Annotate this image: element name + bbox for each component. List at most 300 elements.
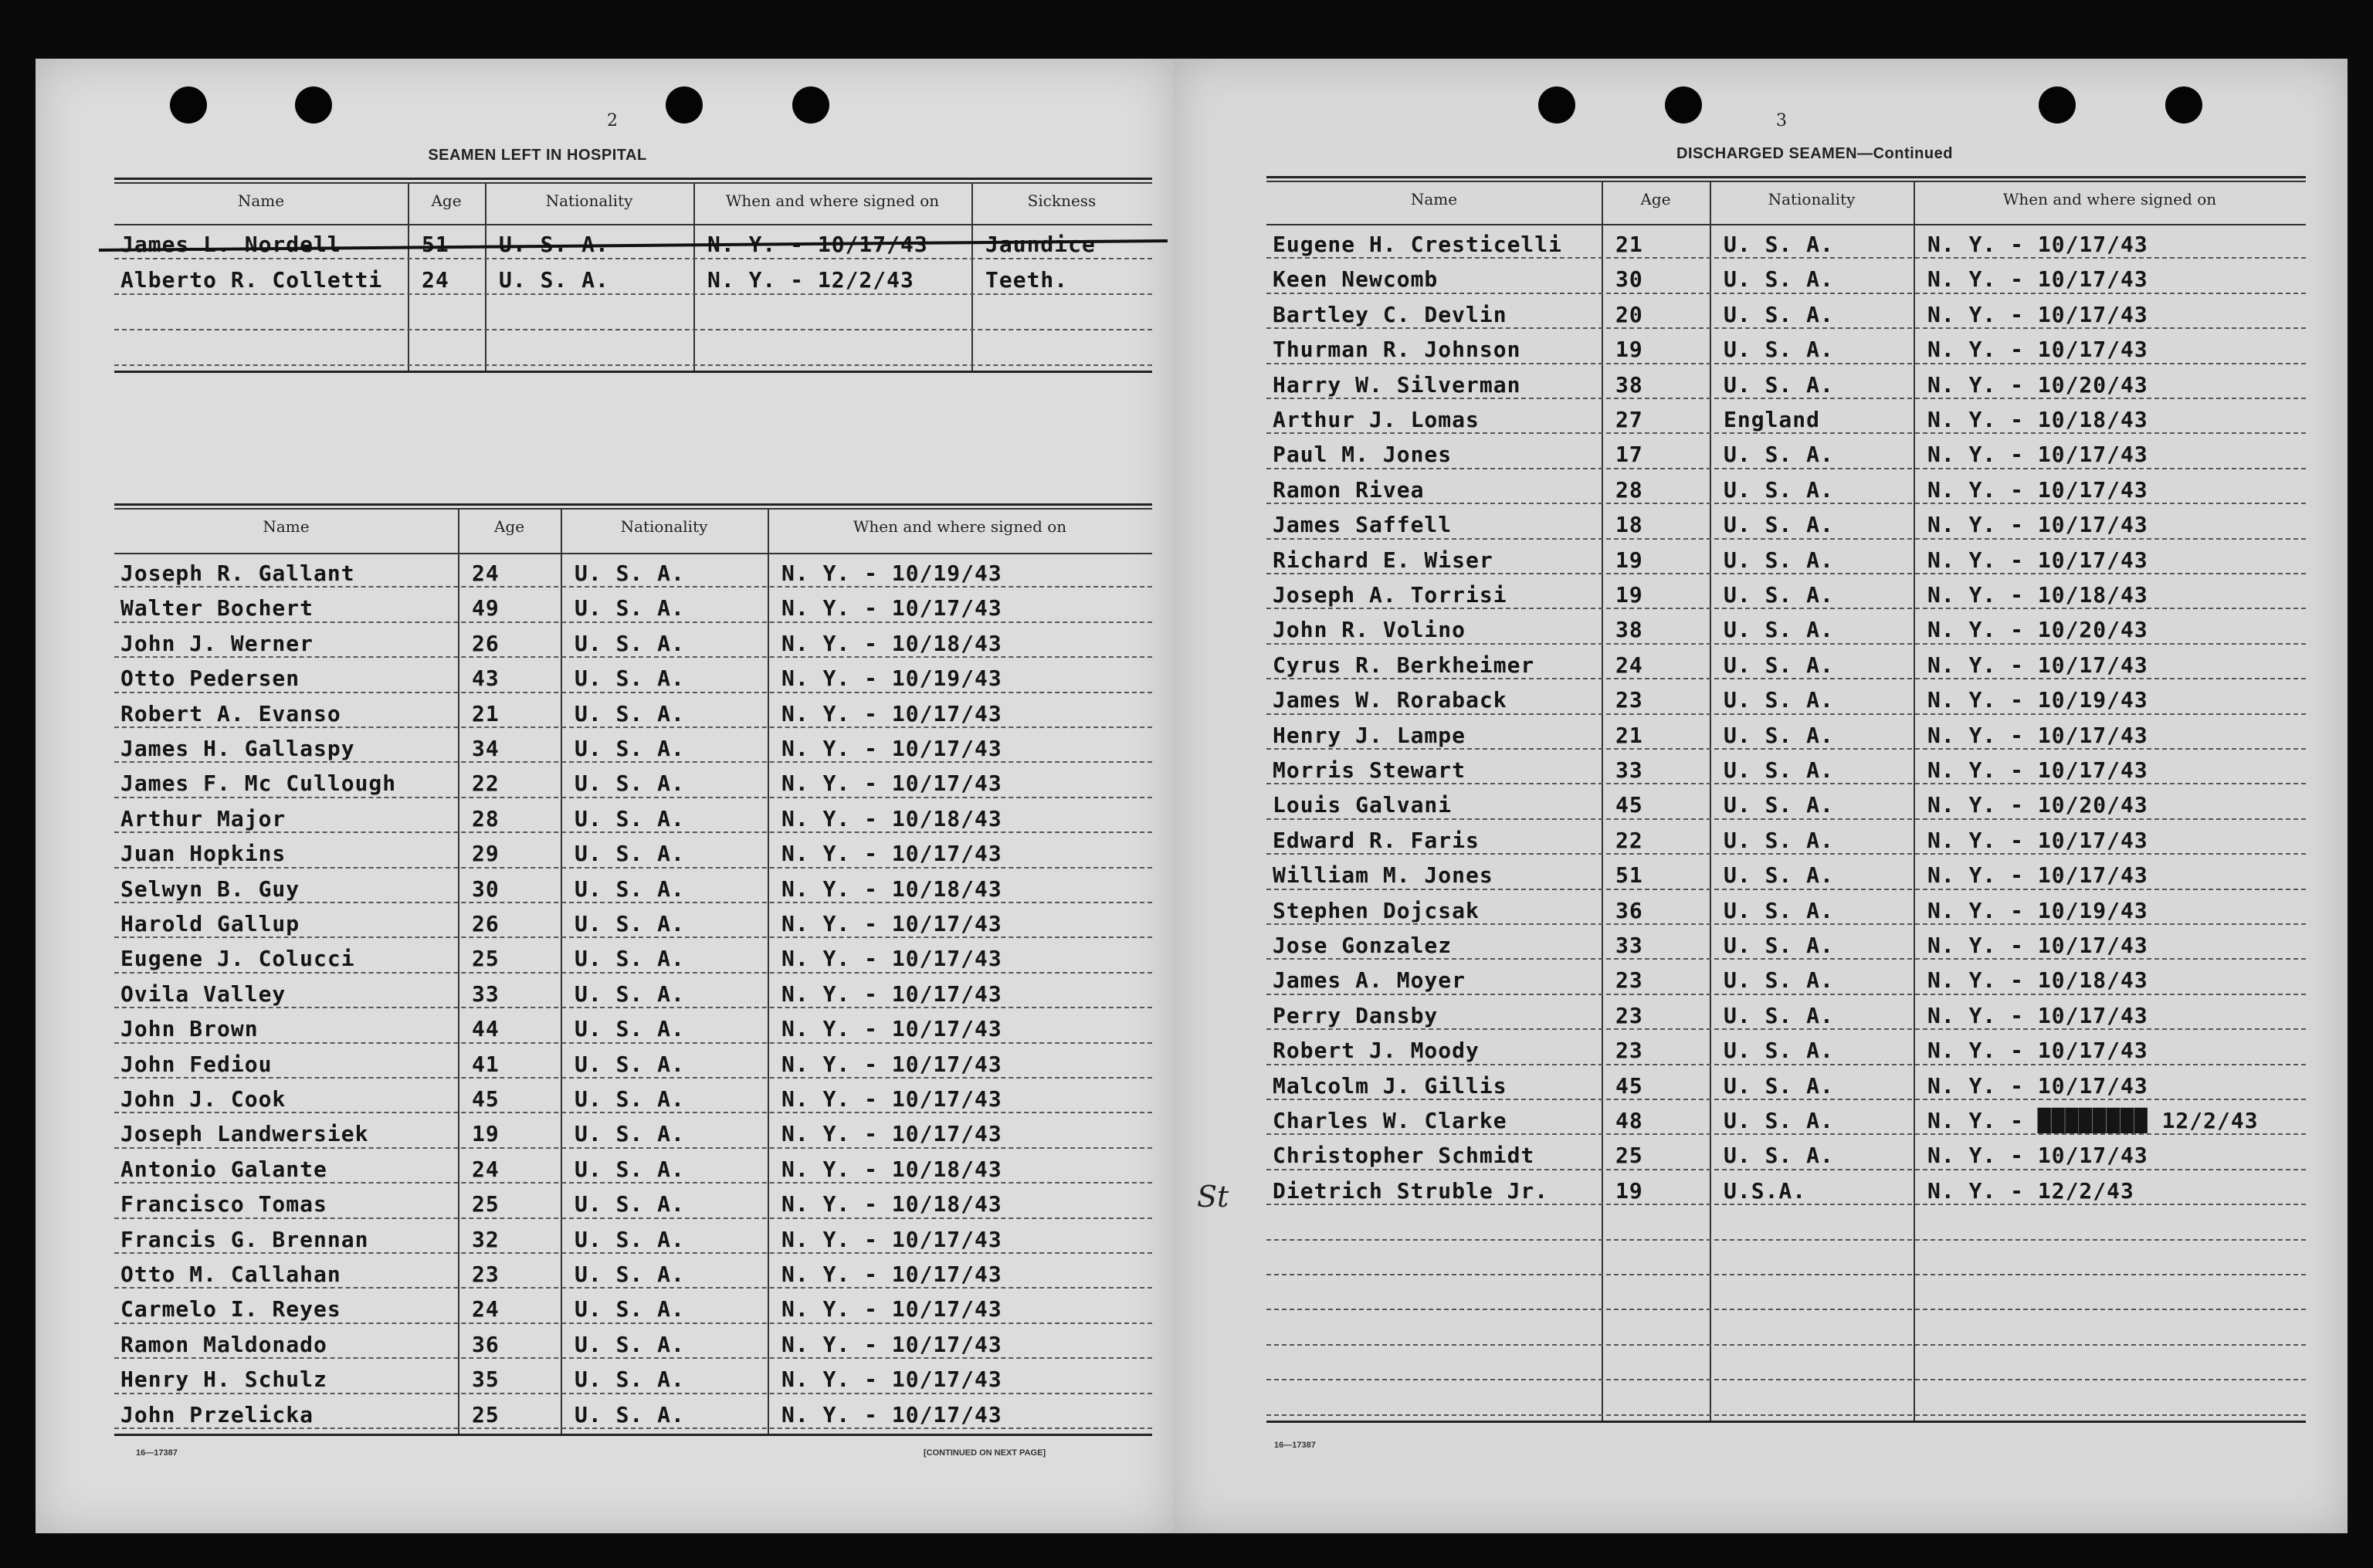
cell-name: John Fediou [120, 1051, 273, 1077]
cell-nationality: U. S. A. [1724, 687, 1834, 713]
cell-age: 23 [1615, 687, 1643, 713]
cell-age: 45 [472, 1086, 500, 1112]
cell-name: Robert J. Moody [1273, 1038, 1480, 1064]
cell-name: Robert A. Evanso [120, 700, 341, 726]
table-row-rule [114, 1217, 1152, 1221]
cell-nationality: U. S. A. [1724, 1002, 1834, 1028]
cell-nationality: U. S. A. [1724, 582, 1834, 608]
cell-name: Christopher Schmidt [1273, 1143, 1535, 1169]
table-row-rule [1266, 923, 2306, 926]
table-row-rule [1266, 1274, 2306, 1277]
table-row-rule [1266, 713, 2306, 716]
table-row-rule [1266, 1133, 2306, 1136]
cell-age: 19 [1615, 547, 1643, 573]
header-bottom-rule [1266, 224, 2306, 225]
column-header-sickness: Sickness [1027, 191, 1097, 210]
table-row-rule [114, 1112, 1152, 1115]
table-row-rule [1266, 432, 2306, 435]
cell-age: 32 [472, 1226, 500, 1252]
cell-sickness: Teeth. [985, 267, 1069, 293]
cell-age: 35 [472, 1366, 500, 1393]
cell-age: 21 [1615, 722, 1643, 748]
cell-nationality: U.S.A. [1724, 1177, 1807, 1204]
column-header-nationality: Nationality [1768, 190, 1856, 208]
cell-age: 23 [1615, 1002, 1643, 1028]
cell-name: John J. Werner [120, 630, 314, 656]
cell-signed: N. Y. - 10/17/43 [1927, 547, 2148, 573]
cell-name: Francisco Tomas [120, 1191, 327, 1217]
cell-signed: N. Y. - 10/17/43 [781, 770, 1002, 797]
table-row-rule [114, 726, 1152, 730]
cell-signed: N. Y. - 10/17/43 [1927, 862, 2148, 889]
cell-name: Carmelo I. Reyes [120, 1296, 341, 1322]
cell-signed: N. Y. - 10/17/43 [781, 700, 1002, 726]
cell-age: 36 [472, 1331, 500, 1357]
column-header-name: Name [1410, 190, 1458, 208]
cell-signed: N. Y. - 10/17/43 [781, 841, 1002, 867]
cell-signed: N. Y. - 10/17/43 [1927, 1072, 2148, 1099]
cell-name: James L. Nordell [120, 232, 341, 257]
cell-signed: N. Y. - 10/17/43 [1927, 933, 2148, 958]
table-row-rule [1266, 889, 2306, 892]
cell-nationality: U. S. A. [575, 1262, 685, 1287]
table-row-rule [114, 1427, 1152, 1431]
cell-nationality: U. S. A. [1724, 933, 1834, 958]
column-header-age: Age [493, 517, 525, 536]
cell-nationality: U. S. A. [1724, 862, 1834, 889]
cell-name: Perry Dansby [1273, 1002, 1439, 1028]
column-header-nationality: Nationality [545, 191, 633, 210]
cell-name: Morris Stewart [1273, 757, 1466, 783]
cell-age: 45 [1615, 1072, 1643, 1099]
cell-age: 22 [472, 770, 500, 797]
column-divider [693, 184, 695, 371]
cell-name: James H. Gallaspy [120, 736, 355, 761]
cell-age: 26 [472, 911, 500, 936]
cell-signed: N. Y. - 12/2/43 [707, 267, 914, 293]
cell-age: 30 [472, 875, 500, 902]
cell-signed: N. Y. - 10/17/43 [1927, 827, 2148, 853]
right-page [1174, 59, 2348, 1533]
cell-signed: N. Y. - 10/17/43 [1927, 1038, 2148, 1064]
table-row-rule [1266, 818, 2306, 821]
cell-signed: N. Y. - 10/20/43 [1927, 617, 2148, 643]
table-row-rule [1266, 853, 2306, 856]
punch-hole [2039, 86, 2076, 124]
cell-nationality: U. S. A. [575, 770, 685, 797]
table-row-rule [1266, 748, 2306, 751]
table-row-rule [1266, 1344, 2306, 1347]
table-row-rule [1266, 1379, 2306, 1382]
table-row-rule [114, 831, 1152, 835]
cell-nationality: U. S. A. [1724, 442, 1834, 468]
table-row-rule [114, 1042, 1152, 1045]
cell-age: 29 [472, 841, 500, 867]
cell-age: 28 [472, 805, 500, 831]
table-row-rule [1266, 503, 2306, 506]
cell-signed: N. Y. - 10/17/43 [781, 1226, 1002, 1252]
cell-signed: N. Y. - 10/17/43 [707, 232, 928, 257]
table-row-rule [114, 1393, 1152, 1396]
column-header-name: Name [237, 191, 285, 210]
cell-age: 45 [1615, 792, 1643, 818]
cell-nationality: U. S. A. [575, 805, 685, 831]
table-row-rule [1266, 958, 2306, 961]
cell-signed: N. Y. - 10/17/43 [781, 736, 1002, 761]
cell-age: 43 [472, 665, 500, 692]
cell-name: Harold Gallup [120, 911, 300, 936]
cell-signed: N. Y. - 10/18/43 [781, 1156, 1002, 1182]
table-bottom-rule [114, 1434, 1152, 1436]
cell-age: 24 [1615, 652, 1643, 678]
margin-annotation: St [1197, 1180, 1229, 1214]
cell-age: 25 [472, 1191, 500, 1217]
table-row-rule [1266, 1239, 2306, 1242]
cell-name: Henry H. Schulz [120, 1366, 327, 1393]
table-row-rule [114, 761, 1152, 764]
cell-name: Henry J. Lampe [1273, 722, 1466, 748]
header-bottom-rule [114, 553, 1152, 554]
cell-name: Walter Bochert [120, 595, 314, 621]
table-row-rule [114, 621, 1152, 625]
cell-nationality: U. S. A. [575, 1121, 685, 1147]
cell-signed: N. Y. - 10/17/43 [781, 911, 1002, 936]
table-top-rule [114, 503, 1152, 506]
cell-age: 30 [1615, 266, 1643, 293]
table-row-rule [114, 936, 1152, 940]
table-row-rule [114, 1007, 1152, 1010]
table-top-rule [114, 178, 1152, 180]
cell-name: Antonio Galante [120, 1156, 327, 1182]
cell-nationality: U. S. A. [575, 1401, 685, 1427]
table-top-rule-inner [1266, 181, 2306, 182]
cell-signed: N. Y. - 10/17/43 [1927, 301, 2148, 327]
cell-age: 36 [1615, 897, 1643, 923]
cell-age: 49 [472, 595, 500, 621]
cell-nationality: U. S. A. [575, 665, 685, 692]
cell-nationality: U. S. A. [1724, 1143, 1834, 1169]
table-row-rule [114, 329, 1152, 332]
cell-name: Ovila Valley [120, 980, 286, 1007]
cell-signed: N. Y. - 10/19/43 [781, 665, 1002, 692]
cell-age: 25 [472, 1401, 500, 1427]
table-row-rule [114, 1077, 1152, 1080]
table-row-rule [114, 1147, 1152, 1150]
table-row-rule [1266, 1309, 2306, 1312]
cell-age: 26 [472, 630, 500, 656]
column-header-age: Age [431, 191, 462, 210]
cell-signed: N. Y. - 10/17/43 [1927, 337, 2148, 363]
cell-age: 21 [472, 700, 500, 726]
cell-age: 24 [472, 1156, 500, 1182]
table-bottom-rule [114, 371, 1152, 373]
cell-nationality: U. S. A. [575, 911, 685, 936]
table-row-rule [114, 1322, 1152, 1326]
cell-name: Juan Hopkins [120, 841, 286, 867]
table-row-rule [1266, 538, 2306, 541]
cell-nationality: U. S. A. [1724, 827, 1834, 853]
punch-hole [666, 86, 703, 124]
cell-nationality: U. S. A. [1724, 1072, 1834, 1099]
cell-nationality: U. S. A. [575, 1296, 685, 1322]
cell-name: John R. Volino [1273, 617, 1466, 643]
table-row-rule [114, 797, 1152, 800]
cell-nationality: U. S. A. [1724, 266, 1834, 293]
cell-age: 28 [1615, 476, 1643, 503]
cell-signed: N. Y. - 10/17/43 [781, 1366, 1002, 1393]
punch-hole [295, 86, 332, 124]
table-top-rule-inner [114, 508, 1152, 510]
cell-name: Joseph A. Torrisi [1273, 582, 1507, 608]
cell-name: James F. Mc Cullough [120, 770, 397, 797]
cell-name: James A. Moyer [1273, 967, 1466, 994]
cell-nationality: U. S. A. [1724, 617, 1834, 643]
table-row-rule [1266, 643, 2306, 646]
punch-hole [2165, 86, 2202, 124]
cell-name: Richard E. Wiser [1273, 547, 1493, 573]
cell-name: Edward R. Faris [1273, 827, 1480, 853]
cell-age: 41 [472, 1051, 500, 1077]
table-row-rule [114, 867, 1152, 870]
cell-nationality: U. S. A. [575, 560, 685, 586]
cell-age: 25 [472, 946, 500, 972]
cell-name: Otto M. Callahan [120, 1262, 341, 1287]
cell-age: 23 [1615, 1038, 1643, 1064]
table-row-rule [1266, 1169, 2306, 1172]
cell-name: Keen Newcomb [1273, 266, 1439, 293]
table-row-rule [114, 1252, 1152, 1255]
cell-age: 33 [1615, 757, 1643, 783]
column-header-signed-on: When and where signed on [725, 191, 940, 210]
cell-signed: N. Y. - 10/17/43 [1927, 1002, 2148, 1028]
table-row-rule [1266, 1064, 2306, 1067]
cell-name: Selwyn B. Guy [120, 875, 300, 902]
cell-age: 51 [422, 232, 449, 257]
cell-name: Thurman R. Johnson [1273, 337, 1521, 363]
column-header-age: Age [1640, 190, 1671, 208]
table-row-rule [114, 293, 1152, 296]
cell-nationality: U. S. A. [575, 1051, 685, 1077]
cell-signed: N. Y. - 10/17/43 [1927, 722, 2148, 748]
table-row-rule [114, 364, 1152, 367]
discharged-continued-heading: DISCHARGED SEAMEN—Continued [1676, 145, 1953, 162]
cell-age: 22 [1615, 827, 1643, 853]
cell-age: 20 [1615, 301, 1643, 327]
cell-signed: N. Y. - 10/18/43 [781, 805, 1002, 831]
cell-signed: N. Y. - 10/18/43 [1927, 582, 2148, 608]
cell-nationality: U. S. A. [575, 700, 685, 726]
column-header-name: Name [263, 517, 310, 536]
cell-signed: N. Y. - 10/19/43 [1927, 897, 2148, 923]
cell-signed: N. Y. - 10/18/43 [1927, 967, 2148, 994]
cell-signed: N. Y. - 10/17/43 [1927, 1143, 2148, 1169]
cell-signed: N. Y. - 10/17/43 [781, 1296, 1002, 1322]
table-row-rule [1266, 608, 2306, 611]
cell-name: Alberto R. Colletti [120, 267, 383, 293]
cell-signed: N. Y. - 10/18/43 [781, 875, 1002, 902]
cell-signed: N. Y. - 10/17/43 [781, 1121, 1002, 1147]
cell-nationality: U. S. A. [1724, 652, 1834, 678]
table-bottom-rule [1266, 1421, 2306, 1423]
column-divider [408, 184, 409, 371]
cell-age: 24 [472, 560, 500, 586]
cell-nationality: U. S. A. [575, 1191, 685, 1217]
cell-age: 19 [472, 1121, 500, 1147]
cell-name: Eugene J. Colucci [120, 946, 355, 972]
column-divider [1602, 182, 1603, 1421]
cell-nationality: U. S. A. [575, 1366, 685, 1393]
cell-signed: N. Y. - 10/19/43 [781, 560, 1002, 586]
cell-nationality: U. S. A. [575, 1016, 685, 1042]
cell-signed: N. Y. - 10/17/43 [781, 1086, 1002, 1112]
table-row-rule [1266, 1028, 2306, 1031]
cell-name: Paul M. Jones [1273, 442, 1453, 468]
table-row-rule [1266, 994, 2306, 997]
cell-name: Arthur Major [120, 805, 286, 831]
cell-name: Eugene H. Cresticelli [1273, 232, 1563, 257]
cell-nationality: U. S. A. [575, 841, 685, 867]
table-row-rule [114, 258, 1152, 261]
cell-age: 44 [472, 1016, 500, 1042]
cell-nationality: U. S. A. [1724, 371, 1834, 398]
cell-signed: N. Y. - 10/17/43 [781, 1401, 1002, 1427]
cell-signed: N. Y. - 10/18/43 [1927, 407, 2148, 432]
cell-age: 27 [1615, 407, 1643, 432]
cell-nationality: U. S. A. [499, 267, 609, 293]
cell-nationality: U. S. A. [575, 1156, 685, 1182]
cell-age: 19 [1615, 582, 1643, 608]
cell-name: Malcolm J. Gillis [1273, 1072, 1507, 1099]
punch-hole [792, 86, 829, 124]
cell-age: 21 [1615, 232, 1643, 257]
cell-name: Charles W. Clarke [1273, 1108, 1507, 1133]
table-row-rule [1266, 573, 2306, 576]
table-row-rule [114, 656, 1152, 659]
cell-signed: N. Y. - 10/18/43 [781, 1191, 1002, 1217]
cell-nationality: U. S. A. [575, 980, 685, 1007]
cell-nationality: U. S. A. [575, 736, 685, 761]
cell-signed: N. Y. - 10/19/43 [1927, 687, 2148, 713]
cell-nationality: U. S. A. [1724, 967, 1834, 994]
cell-nationality: U. S. A. [575, 595, 685, 621]
cell-age: 33 [472, 980, 500, 1007]
cell-age: 38 [1615, 371, 1643, 398]
cell-name: John Przelicka [120, 1401, 314, 1427]
cell-signed: N. Y. - 12/2/43 [1927, 1177, 2134, 1204]
table-row-rule [1266, 257, 2306, 260]
page-number: 2 [607, 111, 618, 130]
cell-name: Joseph Landwersiek [120, 1121, 369, 1147]
cell-nationality: U. S. A. [499, 232, 609, 257]
cell-signed: N. Y. - 10/17/43 [781, 595, 1002, 621]
cell-nationality: U. S. A. [1724, 1108, 1834, 1133]
table-row-rule [114, 1182, 1152, 1185]
cell-name: William M. Jones [1273, 862, 1493, 889]
cell-nationality: U. S. A. [1724, 792, 1834, 818]
punch-hole [1538, 86, 1575, 124]
cell-signed: N. Y. - 10/20/43 [1927, 371, 2148, 398]
cell-signed: N. Y. - 10/17/43 [1927, 266, 2148, 293]
cell-name: John Brown [120, 1016, 259, 1042]
table-row-rule [1266, 678, 2306, 681]
cell-name: James Saffell [1273, 512, 1453, 538]
table-row-rule [1266, 1204, 2306, 1207]
cell-age: 18 [1615, 512, 1643, 538]
table-row-rule [1266, 468, 2306, 471]
table-row-rule [114, 1287, 1152, 1290]
cell-name: Harry W. Silverman [1273, 371, 1521, 398]
form-number: 16—17387 [136, 1448, 178, 1458]
left-page [36, 59, 1174, 1533]
cell-name: Otto Pedersen [120, 665, 300, 692]
punch-hole [170, 86, 207, 124]
cell-age: 25 [1615, 1143, 1643, 1169]
column-header-signed-on: When and where signed on [2002, 190, 2217, 208]
table-row-rule [114, 692, 1152, 695]
cell-age: 24 [472, 1296, 500, 1322]
cell-age: 17 [1615, 442, 1643, 468]
cell-nationality: U. S. A. [1724, 337, 1834, 363]
cell-name: Ramon Rivea [1273, 476, 1425, 503]
cell-nationality: U. S. A. [575, 1331, 685, 1357]
hospital-heading: SEAMEN LEFT IN HOSPITAL [428, 147, 647, 164]
cell-age: 19 [1615, 337, 1643, 363]
cell-age: 23 [1615, 967, 1643, 994]
table-row-rule [114, 902, 1152, 905]
cell-age: 38 [1615, 617, 1643, 643]
cell-name: Stephen Dojcsak [1273, 897, 1480, 923]
table-row-rule [114, 586, 1152, 589]
cell-signed: N. Y. - 10/17/43 [781, 980, 1002, 1007]
cell-nationality: U. S. A. [575, 875, 685, 902]
cell-signed: N. Y. - 10/17/43 [1927, 757, 2148, 783]
table-row-rule [1266, 327, 2306, 330]
cell-nationality: U. S. A. [1724, 476, 1834, 503]
cell-name: Joseph R. Gallant [120, 560, 355, 586]
cell-signed: N. Y. - 10/17/43 [1927, 476, 2148, 503]
cell-signed: N. Y. - 10/17/43 [781, 1051, 1002, 1077]
cell-name: Jose Gonzalez [1273, 933, 1453, 958]
cell-signed: N. Y. - 10/17/43 [781, 1331, 1002, 1357]
cell-nationality: U. S. A. [575, 630, 685, 656]
cell-name: Francis G. Brennan [120, 1226, 369, 1252]
table-top-rule-inner [114, 182, 1152, 184]
cell-age: 33 [1615, 933, 1643, 958]
cell-nationality: U. S. A. [1724, 1038, 1834, 1064]
column-divider [1710, 182, 1711, 1421]
cell-signed: N. Y. - 10/17/43 [781, 946, 1002, 972]
table-row-rule [1266, 783, 2306, 786]
cell-nationality: U. S. A. [1724, 722, 1834, 748]
cell-age: 23 [472, 1262, 500, 1287]
page-number: 3 [1776, 111, 1787, 130]
cell-sickness: Jaundice [985, 232, 1096, 257]
cell-nationality: U. S. A. [1724, 512, 1834, 538]
cell-signed: N. Y. - 10/20/43 [1927, 792, 2148, 818]
column-divider [485, 184, 486, 371]
cell-age: 34 [472, 736, 500, 761]
cell-name: Arthur J. Lomas [1273, 407, 1480, 432]
cell-nationality: U. S. A. [1724, 301, 1834, 327]
cell-name: Ramon Maldonado [120, 1331, 327, 1357]
cell-age: 24 [422, 267, 449, 293]
cell-age: 48 [1615, 1108, 1643, 1133]
table-row-rule [1266, 398, 2306, 401]
table-row-rule [1266, 293, 2306, 296]
cell-name: James W. Roraback [1273, 687, 1507, 713]
cell-name: John J. Cook [120, 1086, 286, 1112]
cell-nationality: U. S. A. [1724, 897, 1834, 923]
